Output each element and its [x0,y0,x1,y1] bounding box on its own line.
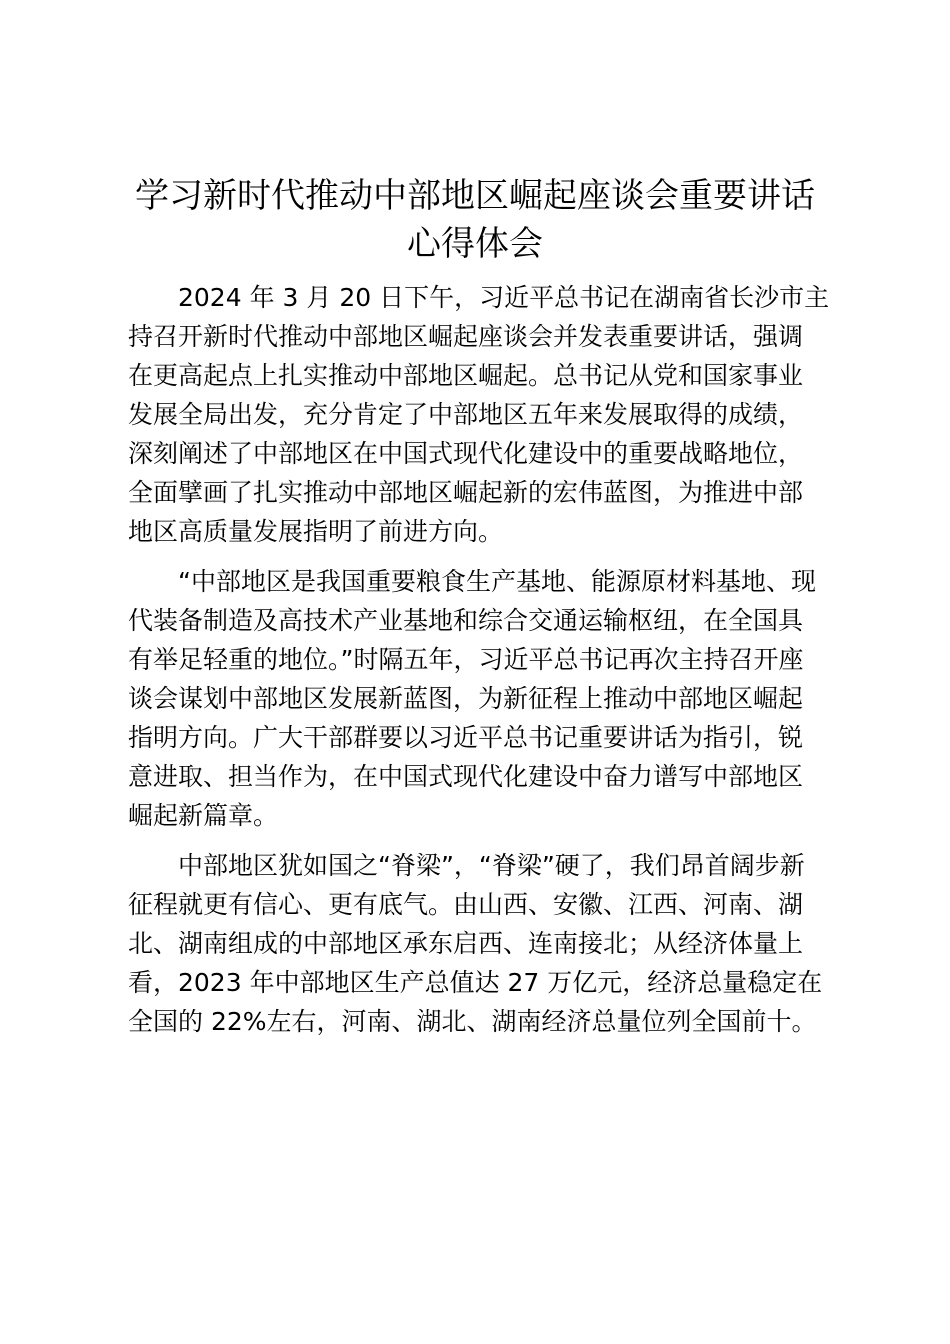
title-line-1: 学习新时代推动中部地区崛起座谈会重要讲话 [135,176,815,216]
document-body [128,278,838,1052]
paragraph-line: 发展全局出发，充分肯定了中部地区五年来发展取得的成绩， [128,400,804,429]
paragraph-line: 2024 年 3 月 20 日下午，习近平总书记在湖南省长沙市主 [178,283,830,312]
paragraph-line: 指明方向。广大干部群要以习近平总书记重要讲话为指引，锐 [128,723,804,752]
paragraph-3 [128,846,838,1041]
paragraph-line: 地区高质量发展指明了前进方向。 [128,517,504,546]
paragraph-1 [128,278,838,551]
paragraph-line: 深刻阐述了中部地区在中国式现代化建设中的重要战略地位， [128,439,804,468]
paragraph-line: 征程就更有信心、更有底气。由山西、安徽、江西、河南、湖 [128,890,804,919]
paragraph-line: 意进取、担当作为，在中国式现代化建设中奋力谱写中部地区 [128,762,804,791]
paragraph-2 [128,562,838,835]
paragraph-line: 谈会谋划中部地区发展新蓝图，为新征程上推动中部地区崛起 [128,684,804,713]
paragraph-line: 崛起新篇章。 [128,801,279,830]
paragraph-line: 中部地区犹如国之“脊梁”，“脊梁”硬了，我们昂首阔步新 [178,851,805,880]
paragraph-line: 在更高起点上扎实推动中部地区崛起。总书记从党和国家事业 [128,361,804,390]
paragraph-line: 北、湖南组成的中部地区承东启西、连南接北；从经济体量上 [128,929,804,958]
paragraph-line: 全国的 22%左右，河南、湖北、湖南经济总量位列全国前十。 [128,1007,817,1036]
document-title [100,172,850,268]
paragraph-line: 有举足轻重的地位。”时隔五年，习近平总书记再次主持召开座 [128,645,804,674]
paragraph-line: 持召开新时代推动中部地区崛起座谈会并发表重要讲话，强调 [128,322,804,351]
title-line-2: 心得体会 [407,224,543,264]
paragraph-line: 看，2023 年中部地区生产总值达 27 万亿元，经济总量稳定在 [128,968,823,997]
paragraph-line: “中部地区是我国重要粮食生产基地、能源原材料基地、现 [178,567,816,596]
paragraph-line: 代装备制造及高技术产业基地和综合交通运输枢纽，在全国具 [128,606,804,635]
paragraph-line: 全面擘画了扎实推动中部地区崛起新的宏伟蓝图，为推进中部 [128,478,804,507]
